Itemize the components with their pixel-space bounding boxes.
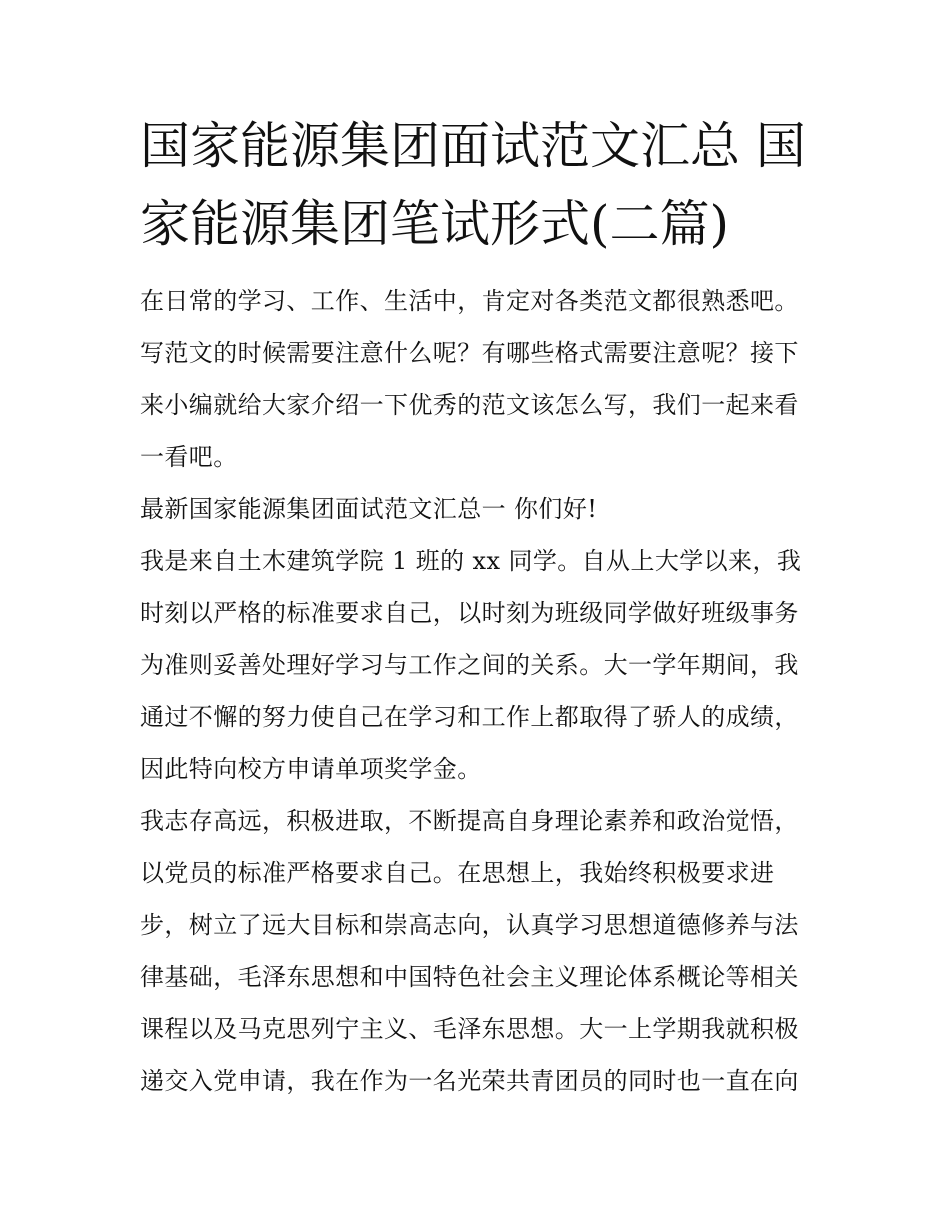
paragraph-line: 一看吧。 [140, 443, 238, 471]
paragraph-line: 写范文的时候需要注意什么呢？有哪些格式需要注意呢？接下 [140, 339, 799, 367]
paragraph-line: 递交入党申请，我在作为一名光荣共青团员的同时也一直在向 [140, 1067, 799, 1095]
paragraph-line: 我志存高远，积极进取，不断提高自身理论素养和政治觉悟， [140, 807, 799, 835]
paragraph-line: 步，树立了远大目标和崇高志向，认真学习思想道德修养与法 [140, 911, 799, 939]
paragraph-line: 最新国家能源集团面试范文汇总一 你们好! [140, 495, 598, 523]
paragraph-line: 我是来自土木建筑学院 1 班的 xx 同学。自从上大学以来，我 [140, 547, 802, 575]
paragraph-line: 在日常的学习、工作、生活中，肯定对各类范文都很熟悉吧。 [140, 287, 799, 315]
paragraph-line: 时刻以严格的标准要求自己，以时刻为班级同学做好班级事务 [140, 599, 799, 627]
paragraph-line: 通过不懈的努力使自己在学习和工作上都取得了骄人的成绩， [140, 703, 799, 731]
paragraph-line: 律基础，毛泽东思想和中国特色社会主义理论体系概论等相关 [140, 963, 799, 991]
paragraph-line: 课程以及马克思列宁主义、毛泽东思想。大一上学期我就积极 [140, 1015, 799, 1043]
paragraph-line: 以党员的标准严格要求自己。在思想上，我始终积极要求进 [140, 859, 775, 887]
document-title-line-2: 家能源集团笔试形式(二篇) [140, 195, 730, 253]
paragraph-line: 因此特向校方申请单项奖学金。 [140, 755, 482, 783]
paragraph-line: 来小编就给大家介绍一下优秀的范文该怎么写，我们一起来看 [140, 391, 799, 419]
paragraph-line: 为准则妥善处理好学习与工作之间的关系。大一学年期间，我 [140, 651, 799, 679]
document-title-line-1: 国家能源集团面试范文汇总 国 [140, 117, 806, 175]
